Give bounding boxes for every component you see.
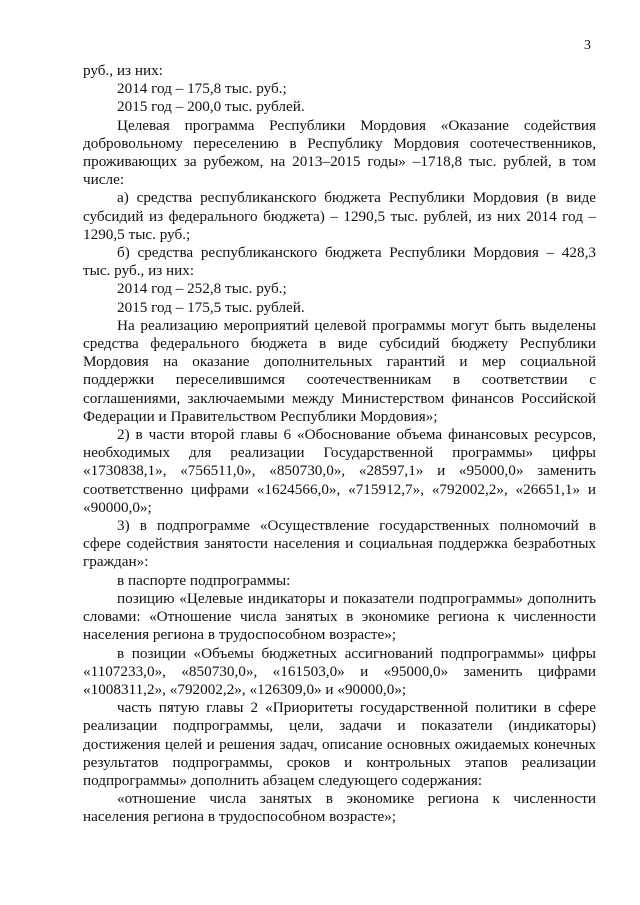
paragraph: руб., из них: [83,62,163,79]
paragraph: в позиции «Объемы бюджетных ассигнований подпрограммы» цифры «1107233,0», «850730,0», «161503,0» и «95000,0» заменить цифрами «1008311,2», «792002,2», «126309,0» и «90000,0»; [83,644,596,698]
document-body [83,62,596,827]
paragraph: а) средства республиканского бюджета Республики Мордовия (в виде субсидий из федерального бюджета) – 1290,5 тыс. рублей, из них 2014 год – 1290,5 тыс. руб.; [83,189,596,243]
paragraph: На реализацию мероприятий целевой программы могут быть выделены средства федерального бюджета в виде субсидий бюджету Республики Мордовия на оказание дополнительных гарантий и мер социальной поддержки переселившимся соотечественникам в соответствии с соглашениями, заключаемыми между Министерством финансов Российской Федерации и Правительством Республики Мордовия»; [83,316,596,425]
paragraph: часть пятую главы 2 «Приоритеты государственной политики в сфере реализации подпрограммы, цели, задачи и показатели (индикаторы) достижения целей и решения задач, описание основных ожидаемых конечных результатов подпрограммы, сроков и контрольных этапов реализации подпрограммы» дополнить абзацем следующего содержания: [83,699,596,789]
paragraph: Целевая программа Республики Мордовия «Оказание содействия добровольному переселению в Республику Мордовия соотечественников, проживающих за рубежом, на 2013–2015 годы» –1718,8 тыс. рублей, в том числе: [83,116,596,189]
paragraph: «отношение числа занятых в экономике региона к численности населения региона в трудоспособном возрасте»; [83,790,596,826]
paragraph: 2015 год – 175,5 тыс. рублей. [117,298,305,316]
paragraph: б) средства республиканского бюджета Республики Мордовия – 428,3 тыс. руб., из них: [83,244,596,280]
paragraph: 2014 год – 252,8 тыс. руб.; [117,280,287,298]
paragraph: 3) в подпрограмме «Осуществление государственных полномочий в сфере содействия занятости населения и социальная поддержка безработных граждан»: [83,517,596,571]
paragraph: 2015 год – 200,0 тыс. рублей. [117,98,305,116]
paragraph: 2) в части второй главы 6 «Обоснование объема финансовых ресурсов, необходимых для реализации Государственной программы» цифры «1730838,1», «756511,0», «850730,0», «28597,1» и «95000,0» заменить соответственно цифрами «1624566,0», «715912,7», «792002,2», «26651,1» и «90000,0»; [83,426,596,516]
paragraph: позицию «Целевые индикаторы и показатели подпрограммы» дополнить словами: «Отношение числа занятых в экономике региона к численности населения региона в трудоспособном возрасте»; [83,589,596,644]
page-number: 3 [584,38,591,53]
paragraph: 2014 год – 175,8 тыс. руб.; [117,80,287,98]
paragraph: в паспорте подпрограммы: [117,571,291,589]
